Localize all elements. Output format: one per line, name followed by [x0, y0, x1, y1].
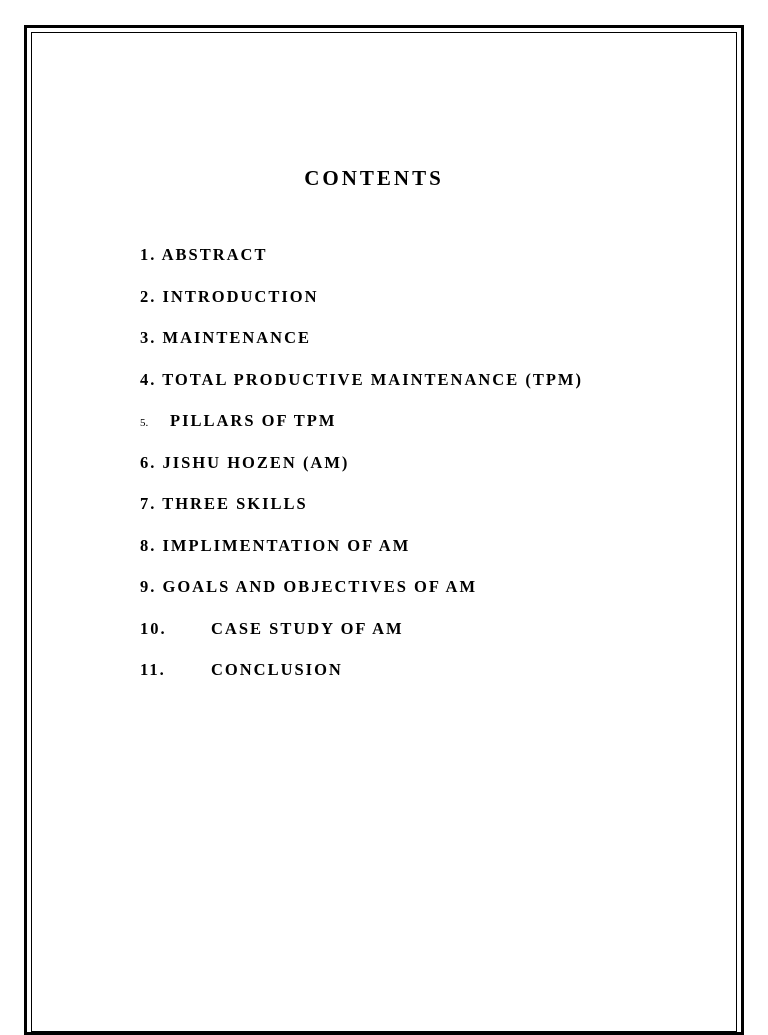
toc-item-conclusion — [140, 659, 583, 701]
toc-item-text: IMPLIMENTATION OF AM — [162, 535, 411, 555]
toc-item-text: THREE SKILLS — [162, 494, 308, 513]
table-of-contents — [140, 244, 583, 701]
toc-item-text: MAINTENANCE — [162, 328, 312, 347]
toc-item-maintenance — [140, 327, 583, 369]
toc-item-goals — [140, 576, 583, 618]
toc-item-number: 5. — [140, 417, 149, 429]
toc-item-tpm — [140, 369, 583, 411]
toc-item-three-skills — [140, 493, 583, 535]
toc-item-implimentation — [140, 535, 583, 577]
toc-item-number: 9. — [140, 577, 157, 596]
toc-item-number: 2. — [140, 286, 157, 306]
toc-item-number: 4. — [140, 369, 157, 389]
toc-item-text: GOALS AND OBJECTIVES OF AM — [162, 577, 478, 596]
toc-item-number: 1. — [140, 245, 157, 264]
toc-item-number: 6. — [140, 452, 157, 472]
toc-item-text: PILLARS OF TPM — [170, 411, 337, 430]
toc-item-number: 10. — [140, 618, 167, 638]
toc-item-case-study — [140, 618, 583, 660]
toc-item-pillars — [140, 410, 583, 452]
toc-item-text: TOTAL PRODUCTIVE MAINTENANCE (TPM) — [162, 369, 583, 389]
toc-item-text: INTRODUCTION — [162, 286, 319, 306]
toc-item-text: CONCLUSION — [211, 660, 343, 679]
toc-item-number: 3. — [140, 328, 157, 347]
page-title: CONTENTS — [304, 166, 444, 190]
toc-item-text: CASE STUDY OF AM — [211, 618, 404, 638]
toc-item-text: ABSTRACT — [161, 245, 268, 264]
toc-item-jishu-hozen — [140, 452, 583, 494]
toc-item-number: 7. — [140, 494, 157, 513]
toc-item-introduction — [140, 286, 583, 328]
toc-item-text: JISHU HOZEN (AM) — [162, 452, 350, 472]
toc-item-number: 8. — [140, 535, 157, 555]
toc-item-abstract — [140, 244, 583, 286]
toc-item-number: 11. — [140, 660, 166, 679]
